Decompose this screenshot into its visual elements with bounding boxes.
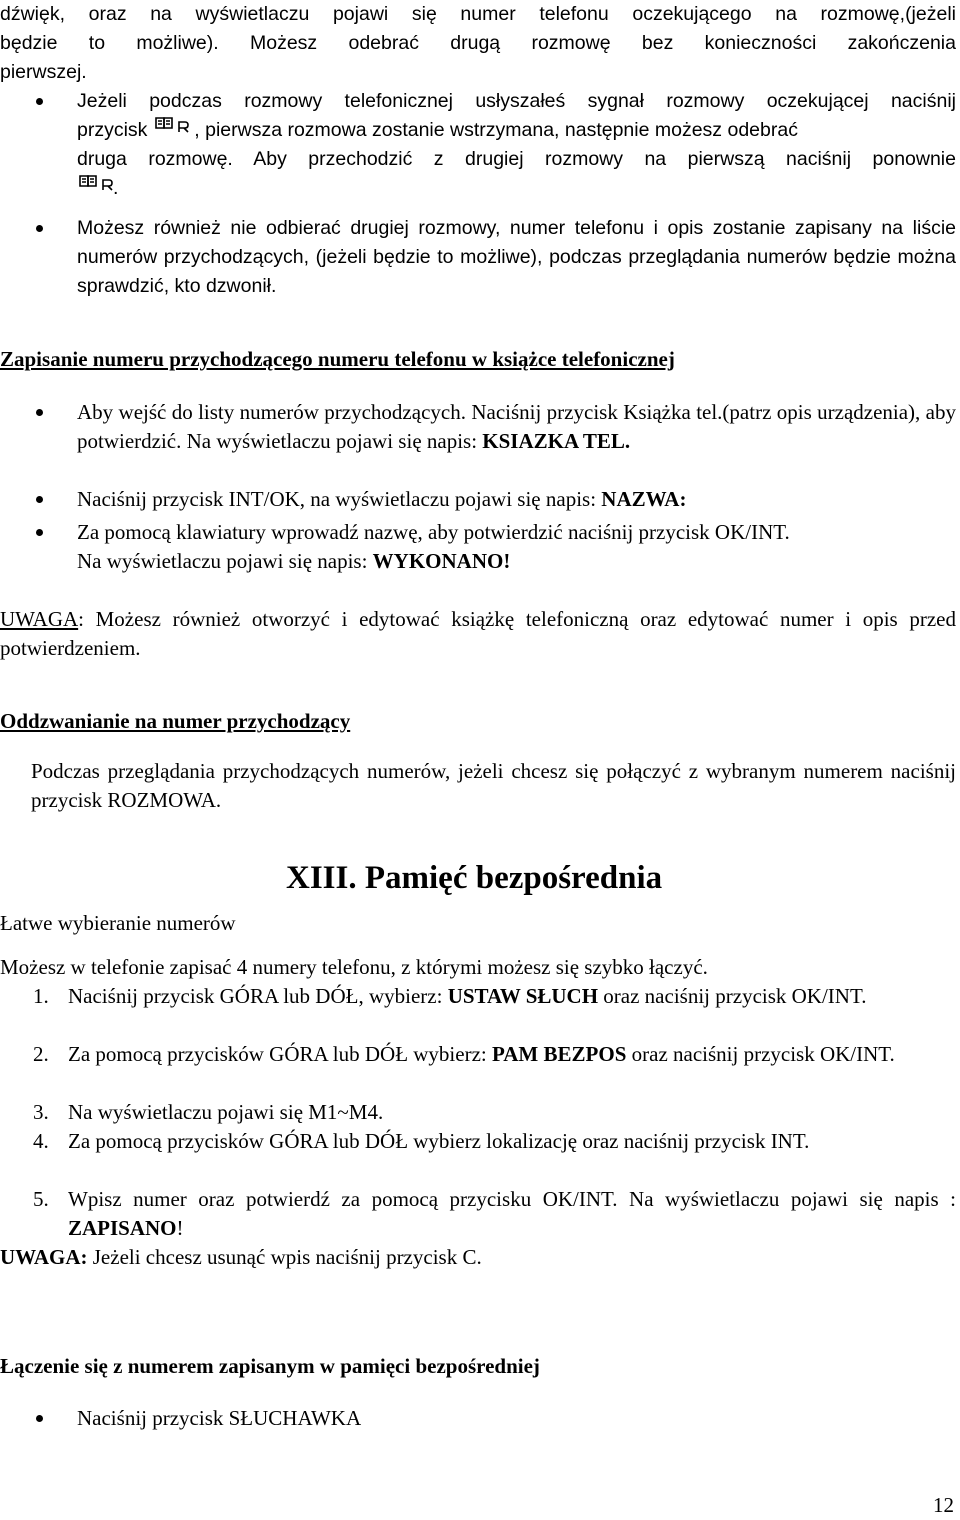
chapter-title: XIII. Pamięć bezpośrednia xyxy=(286,860,663,896)
bullet-enter-name: Za pomocą klawiatury wprowadź nazwę, aby potwierdzić naciśnij przycisk OK/INT. Na wyświetlaczu pojawi się napis: WYKONANO! xyxy=(0,518,956,576)
bullet-dot xyxy=(36,1415,43,1422)
step-item: 3. Na wyświetlaczu pojawi się M1~M4. xyxy=(33,1100,384,1124)
section-heading-connect: Łączenie się z numerem zapisanym w pamięci bezpośredniej xyxy=(0,1354,540,1378)
step-item: 1. Naciśnij przycisk GÓRA lub DÓŁ, wybierz: USTAW SŁUCH oraz naciśnij przycisk OK/INT. xyxy=(33,984,867,1008)
bullet-press-int-ok: Naciśnij przycisk INT/OK, na wyświetlaczu pojawi się napis: NAZWA: xyxy=(0,485,956,514)
section-heading-callback: Oddzwanianie na numer przychodzący xyxy=(0,709,351,733)
note-save-edit: UWAGA: Możesz również otworzyć i edytować książkę telefoniczną oraz edytować numer i opis przed potwierdzeniem. xyxy=(0,607,956,660)
bullet-dot xyxy=(36,225,43,232)
chapter-subtitle: Łatwe wybieranie numerów xyxy=(0,911,236,935)
step-item: 2. Za pomocą przycisków GÓRA lub DÓŁ wybierz: PAM BEZPOS oraz naciśnij przycisk OK/INT. xyxy=(33,1042,895,1066)
book-recall-icon xyxy=(153,120,189,138)
recall-r-icon xyxy=(179,122,188,132)
bullet-open-incoming-list: Aby wejść do listy numerów przychodzących. Naciśnij przycisk Książka tel.(patrz opis urządzenia), aby potwierdzić. Na wyświetlaczu pojawi się napis: KSIAZKA TEL. xyxy=(0,398,956,456)
book-recall-icon xyxy=(77,178,113,196)
note-delete-entry: UWAGA: Jeżeli chcesz usunąć wpis naciśnij przycisk C. xyxy=(0,1245,482,1269)
book-icon xyxy=(156,118,172,128)
bullet-dot xyxy=(36,529,43,536)
chapter-intro: Możesz w telefonie zapisać 4 numery telefonu, z którymi możesz się szybko łączyć. xyxy=(0,955,708,979)
section-heading-save-number: Zapisanie numeru przychodzącego numeru telefonu w książce telefonicznej xyxy=(0,347,675,371)
intro-paragraph: dźwięk, oraz na wyświetlaczu pojawi się numer telefonu oczekującego na rozmowę,(jeżeli będzie to możliwe). Możesz odebrać drugą rozmowę bez konieczności zakończenia pierwszej. xyxy=(0,3,956,83)
callback-paragraph: Podczas przeglądania przychodzących numerów, jeżeli chcesz się połączyć z wybranym numerem naciśnij przycisk ROZMOWA. xyxy=(31,759,956,812)
step-item: 5. Wpisz numer oraz potwierdź za pomocą przycisku OK/INT. Na wyświetlaczu pojawi się napis : ZAPISANO! xyxy=(33,1187,956,1240)
bullet-dot xyxy=(36,98,43,105)
bullet-dot xyxy=(36,496,43,503)
recall-r-icon xyxy=(103,180,112,190)
bullet-call-waiting: Jeżeli podczas rozmowy telefonicznej usłyszałeś sygnał rozmowy oczekującej naciśnij przycisk , pierwsza rozmowa zostanie wstrzymana, następnie możesz odebrać druga rozmowę. Aby przechodzić z drugiej rozmowy na pierwszą naciśnij ponownie . xyxy=(0,87,956,203)
bullet-ignore-call: Możesz również nie odbierać drugiej rozmowy, numer telefonu i opis zostanie zapisany na liście numerów przychodzących, (jeżeli będzie to możliwe), podczas przeglądania numerów będzie można sprawdzić, kto dzwonił. xyxy=(0,214,956,301)
bullet-press-handset: Naciśnij przycisk SŁUCHAWKA xyxy=(0,1404,956,1433)
step-item: 4. Za pomocą przycisków GÓRA lub DÓŁ wybierz lokalizację oraz naciśnij przycisk INT. xyxy=(33,1129,810,1153)
page-number: 12 xyxy=(933,1493,954,1517)
bullet-dot xyxy=(36,409,43,416)
book-icon xyxy=(80,176,96,186)
